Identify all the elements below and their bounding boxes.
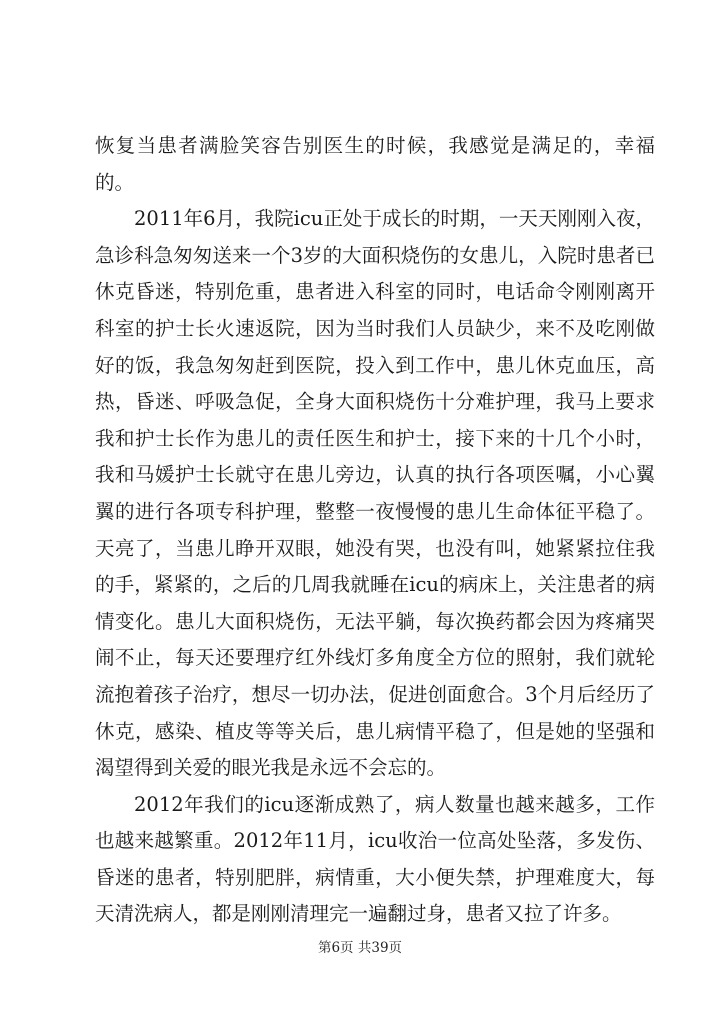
page-footer: 第6页 共39页 xyxy=(317,940,403,956)
paragraph-1: 恢复当患者满脸笑容告别医生的时候，我感觉是满足的，幸福的。 xyxy=(95,134,655,194)
paragraph-3: 2012年我们的icu逐渐成熟了，病人数量也越来越多，工作也越来越繁重。2012年11月，icu收治一位高处坠落，多发伤、昏迷的患者，特别肥胖，病情重，大小便失禁，护理难度大，每天清洗病人，都是刚刚清理完一遍翻过身，患者又拉了许多。 xyxy=(95,792,655,926)
body-text xyxy=(95,128,655,933)
paragraph-2: 2011年6月，我院icu正处于成长的时期，一天天刚刚入夜，急诊科急匆匆送来一个3岁的大面积烧伤的女患儿，入院时患者已休克昏迷，特别危重，患者进入科室的同时，电话命令刚刚离开科室的护士长火速返院，因为当时我们人员缺少，来不及吃刚做好的饭，我急匆匆赶到医院，投入到工作中，患儿休克血压，高热，昏迷、呼吸急促，全身大面积烧伤十分难护理，我马上要求我和护士长作为患儿的责任医生和护士，接下来的十几个小时，我和马媛护士长就守在患儿旁边，认真的执行各项医嘱，小心翼翼的进行各项专科护理，整整一夜慢慢的患儿生命体征平稳了。天亮了，当患儿睁开双眼，她没有哭，也没有叫，她紧紧拉住我的手，紧紧的，之后的几周我就睡在icu的病床上，关注患者的病情变化。患儿大面积烧伤，无法平躺，每次换药都会因为疼痛哭闹不止，每天还要理疗红外线灯多角度全方位的照射，我们就轮流抱着孩子治疗，想尽一切办法，促进创面愈合。3个月后经历了休克，感染、植皮等等关后，患儿病情平稳了，但是她的坚强和渴望得到关爱的眼光我是永远不会忘的。 xyxy=(95,207,655,780)
